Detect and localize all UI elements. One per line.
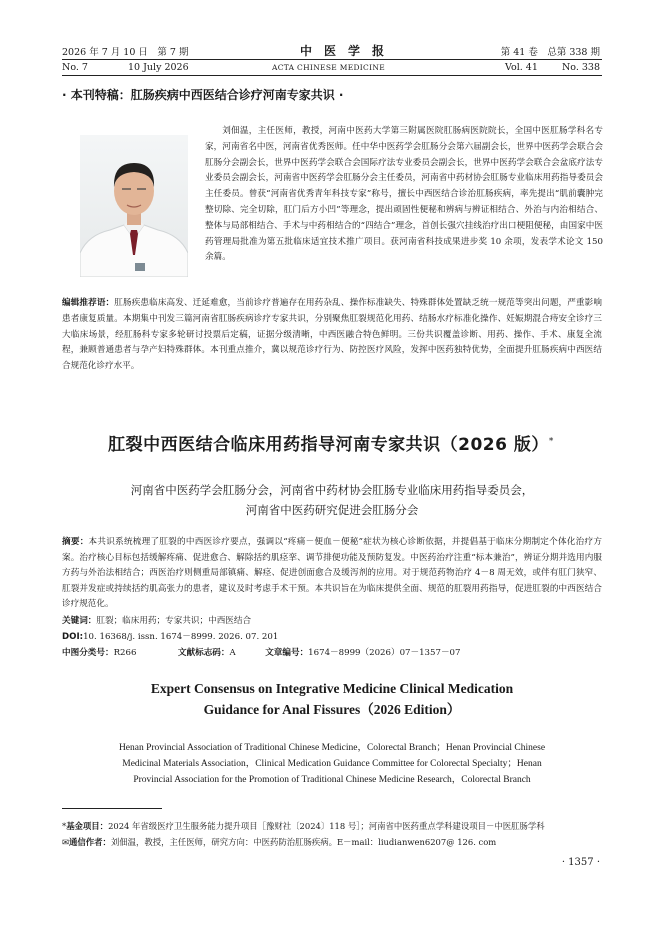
artno-text: 1674－8999（2026）07－1357－07 [308, 648, 461, 658]
authors-en-line-2: Medicinal Materials Association，Clinical Medication Guidance Committee for Colorectal Specialty；Henan [122, 759, 542, 769]
header-date-en: 10 July 2026 [128, 62, 189, 73]
authors-en-line-1: Henan Provincial Association of Traditional Chinese Medicine，Colorectal Branch；Henan Provincial Chinese [118, 743, 546, 753]
keywords [62, 614, 602, 630]
doi [62, 630, 602, 646]
doi-text: 10. 16368/j. issn. 1674－8999. 2026. 07. 201 [83, 632, 279, 642]
authors-cn-line-1: 河南省中医药学会肛肠分会，河南省中药材协会肛肠专业临床用药指导委员会， [130, 483, 534, 497]
title-en-line-1: Expert Consensus on Integrative Medicine Clinical Medication [150, 681, 514, 696]
fund-text: 2024 年省级医疗卫生服务能力提升项目［豫财社〔2024〕118 号］；河南省中医药重点学科建设项目－中医肛肠学科 [108, 821, 545, 831]
title-en-line-2: Guidance for Anal Fissures（2026 Edition） [203, 702, 461, 717]
article-authors-en [62, 740, 602, 788]
author-photo [80, 135, 188, 277]
classification-row [62, 646, 602, 662]
authors-en-line-3: Provincial Association for the Promotion of Traditional Chinese Medicine Research，Colorectal Branch [133, 775, 531, 785]
feature-title: · 本刊特稿：肛肠疾病中西医结合诊疗河南专家共识 · [62, 88, 344, 102]
header-date-cn: 2026 年 7 月 10 日 第 7 期 [62, 47, 189, 58]
article-title-mark: * [548, 436, 554, 447]
article-title-cn-text: 肛裂中西医结合临床用药指导河南专家共识（2026 版） [108, 435, 549, 455]
editor-note-label: 编辑推荐语： [62, 298, 115, 308]
header-no-total-en: No. 338 [561, 62, 600, 73]
fund-mark: * [62, 821, 67, 831]
header-journal-en: ACTA CHINESE MEDICINE [272, 63, 385, 72]
header-rule [62, 59, 602, 60]
artno-label: 文章编号： [265, 648, 309, 658]
author-bio: 刘佃温，主任医师，教授，河南中医药大学第三附属医院肛肠病医院院长，全国中医肛肠学科名专家，河南省名中医，河南省优秀医师。任中华中医药学会肛肠分会第六届副会长，世界中医药学会联合会肛肠分会副会长，世界中医药学会联合会国际疗法专业委员会副会长，世界中医药学会联合会盆底疗法专业委员会副会长，河南省中医药学会肛肠分会主任委员，河南省中药材协会肛肠专业临床用药指导委员会主任委员。曾获“河南省优秀青年科技专家”称号，擅长中西医结合诊治肛肠疾病，率先提出“肌前囊肿完整切除、完全切除，肛门后方小凹”等理念，提出顽固性便秘和辨病与辨证相结合、外治与内治相结合、整体与局部相结合、手术与中药相结合的“四结合”理念，首创长强穴挂线治疗出口梗阻便秘，由国家中医药管理局批准为第五批临床适宜技术推广项目。获河南省科技成果进步奖 10 余项，发表学术论文 150 余篇。 [205, 126, 603, 263]
header-no-en: No. 7 [62, 62, 88, 73]
header-vol-en: Vol. 41 [505, 62, 538, 73]
abstract-label: 摘要： [62, 537, 89, 547]
fund-label: 基金项目： [66, 821, 109, 831]
footnote-correspondence [62, 835, 602, 849]
keywords-text: 肛裂；临床用药；专家共识；中西医结合 [96, 616, 252, 626]
cls-text: R266 [113, 648, 137, 658]
abstract-text: 本共识系统梳理了肛裂的中西医诊疗要点，强调以“疼痛－便血－便秘”症状为核心诊断依据，并提倡基于临床分期制定个体化治疗方案。治疗核心目标包括缓解疼痛、促进愈合、解除括约肌痉挛、调节排便功能及预防复发。中医药治疗注重“标本兼治”，辨证分期并选用内服方药与外治法相结合；西医治疗则侧重局部镇痛、解痉、促进创面愈合及缓泻剂的应用。对于规范药物治疗 4－8 周无效，或伴有肛门狭窄、肛裂并发症或持续括约肌高张力的患者，建议及时考虑手术干预。本共识旨在为临床提供全面、规范的肛裂用药指导，促进肛裂的中西医结合诊疗规范化。 [62, 537, 602, 610]
doccode-text: A [229, 648, 236, 658]
cls-label: 中图分类号： [62, 648, 114, 658]
keywords-label: 关键词： [62, 616, 97, 626]
footnote-rule [62, 808, 162, 809]
article-authors-cn [62, 480, 602, 520]
article-title-cn [0, 430, 662, 455]
page-number: · 1357 · [561, 857, 600, 868]
authors-cn-line-2: 河南省中医药研究促进会肛肠分会 [245, 503, 419, 517]
doi-label: DOI: [62, 632, 84, 642]
header-journal-cn: 中 医 学 报 [300, 44, 385, 58]
article-title-en [62, 678, 602, 720]
header-rule-bottom [62, 75, 602, 76]
corr-label: 通信作者： [69, 837, 111, 847]
corr-text: 刘佃温，教授，主任医师，研究方向：中医药防治肛肠疾病。E－mail：liudianwen6207@ 126. com [110, 837, 497, 847]
mail-icon: ✉ [62, 837, 70, 847]
abstract [62, 535, 602, 613]
editor-note [62, 296, 602, 375]
doccode-label: 文献标志码： [177, 648, 230, 658]
editor-note-text: 肛肠疾患临床高发、迁延难愈，当前诊疗普遍存在用药杂乱、操作标准缺失、特殊群体处置缺乏统一规范等突出问题，严重影响患者康复质量。本期集中刊发三篇河南省肛肠疾病诊疗专家共识，分别聚焦肛裂规范化用药、结肠水疗标准化操作、妊娠期混合痔安全诊疗三大临床场景，经肛肠科专家多轮研讨投票后定稿，证据分级清晰，中西医融合特色鲜明。三份共识覆盖诊断、用药、操作、手术、康复全流程，兼顾普通患者与孕产妇特殊群体。本刊重点推介，冀以规范诊疗行为、防控医疗风险，发挥中医药独特优势，全面提升肛肠疾病中西医结合规范化诊疗水平。 [62, 298, 602, 372]
header-volume-cn: 第 41 卷 总第 338 期 [500, 47, 600, 58]
footnote-fund [62, 819, 602, 833]
